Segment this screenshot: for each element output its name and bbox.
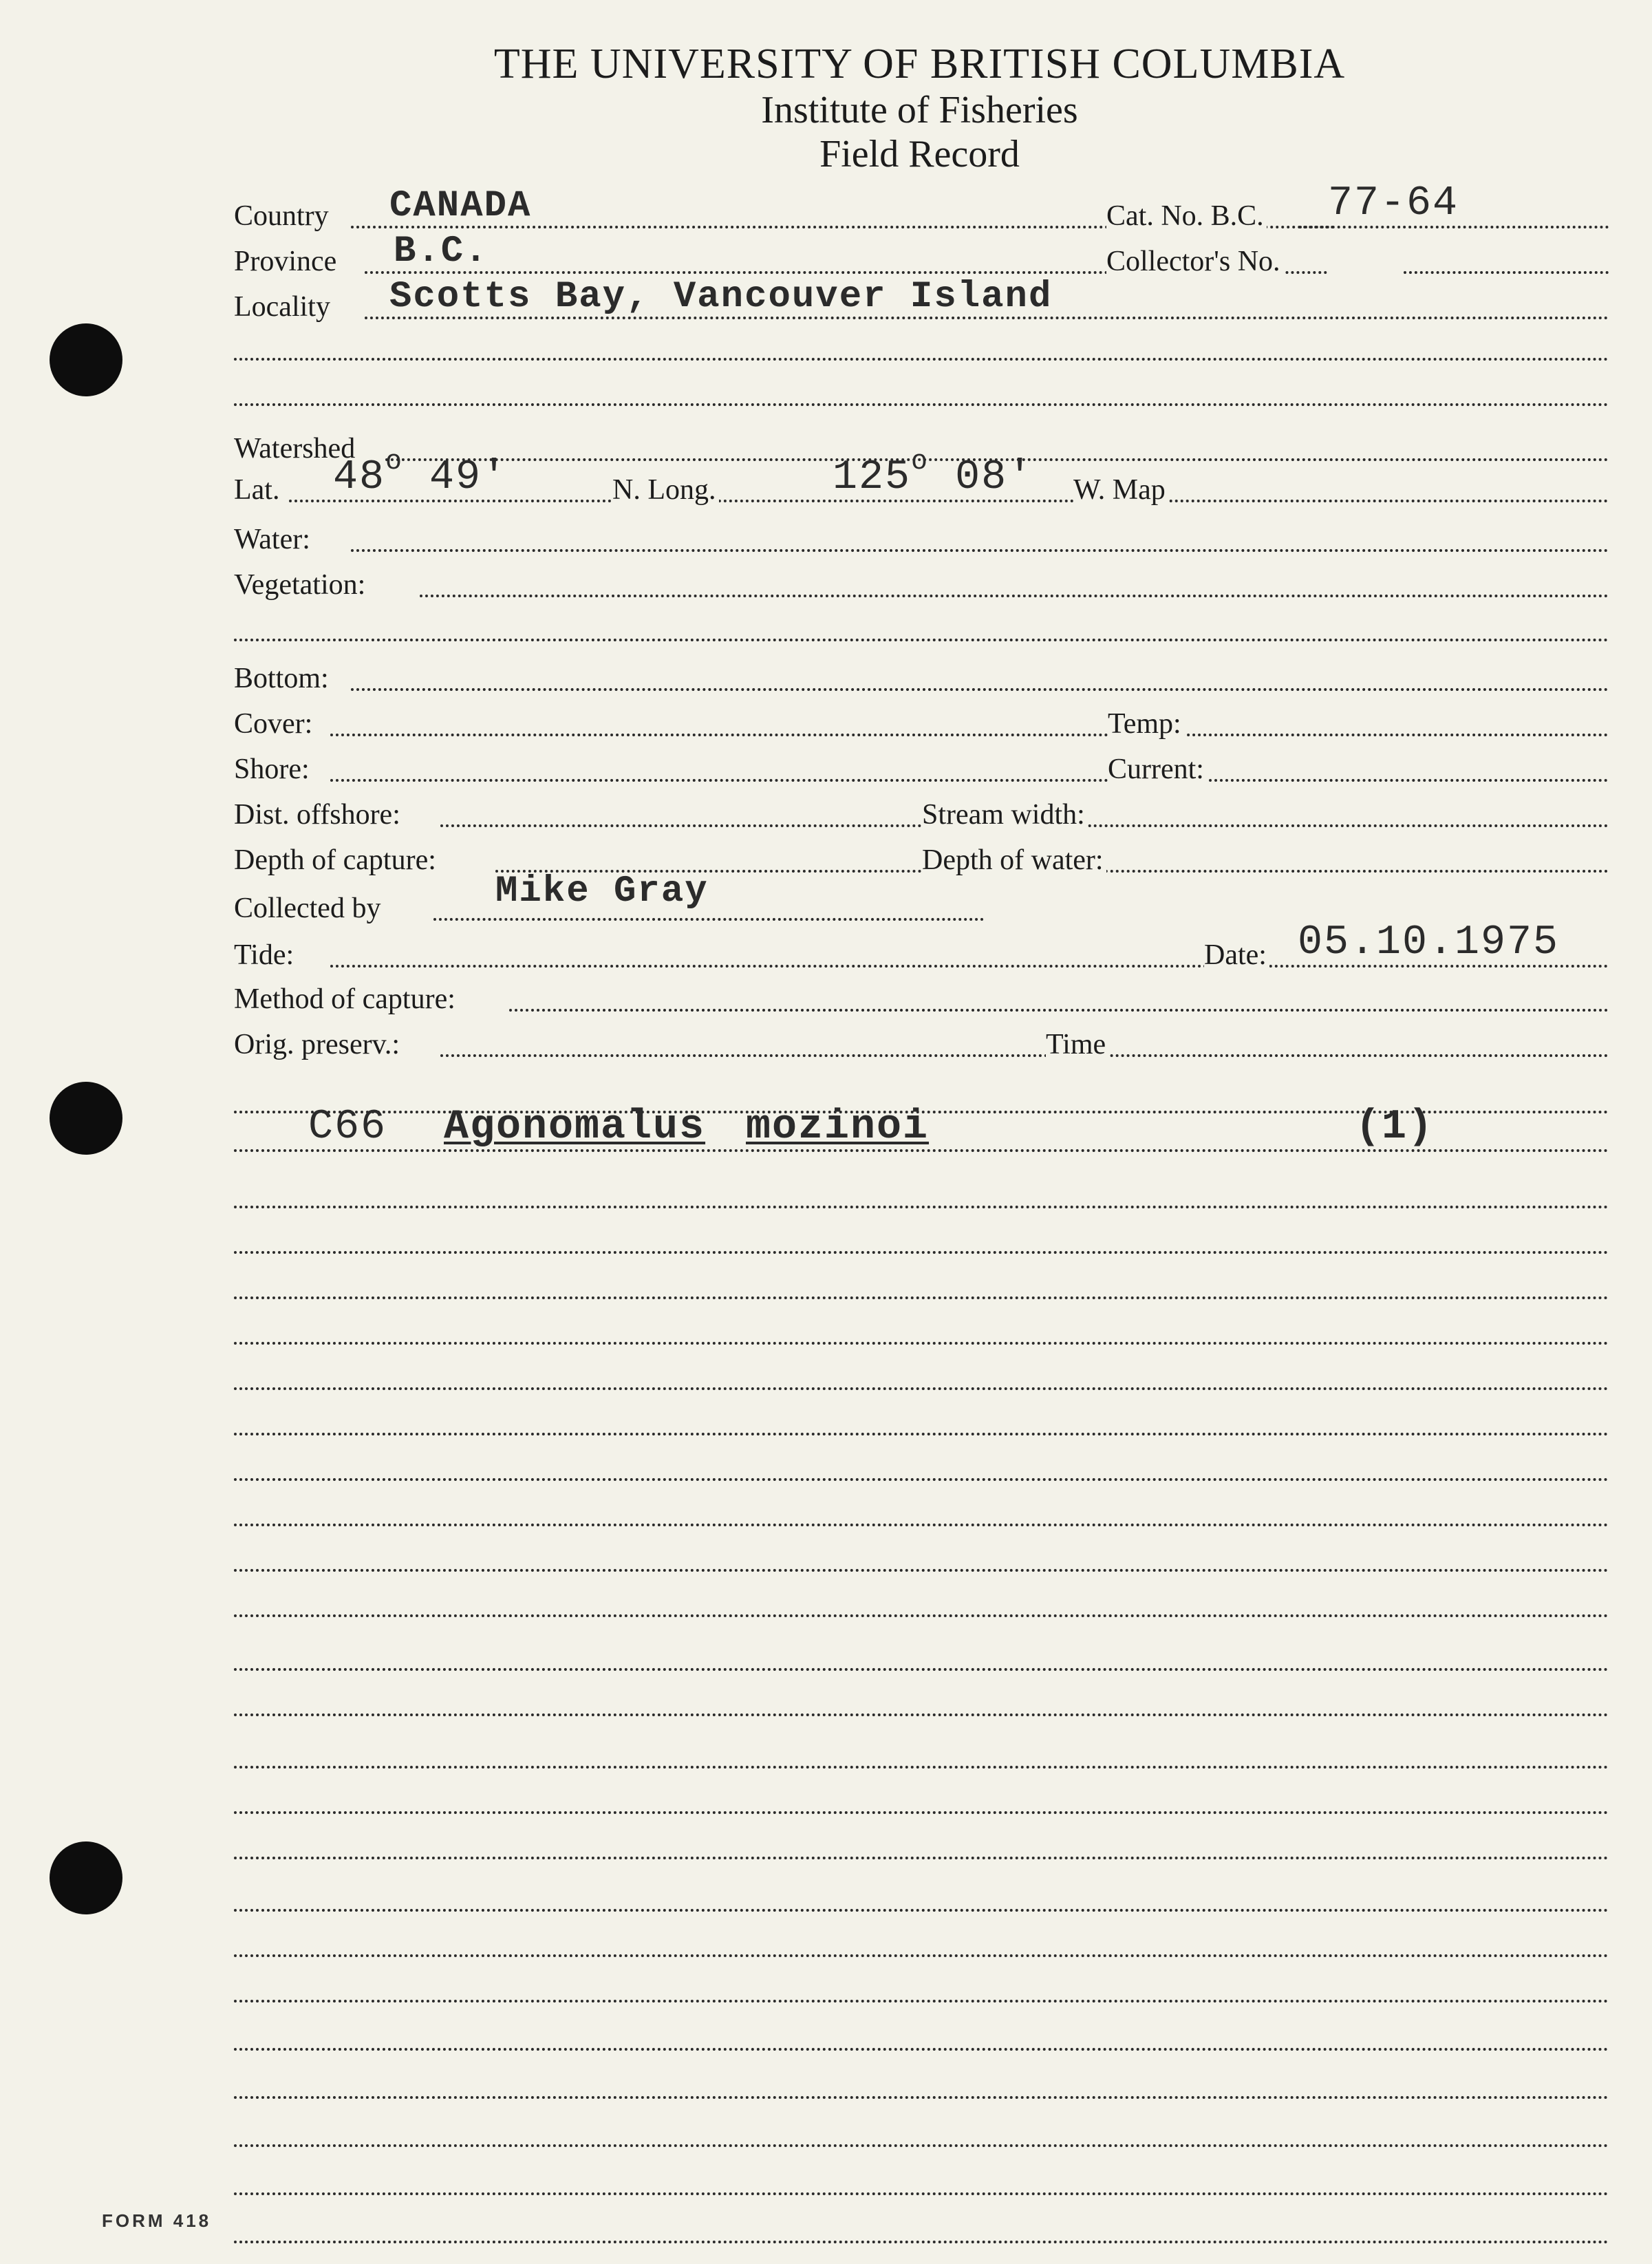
record-line (234, 2192, 1609, 2195)
water-label: Water: (234, 523, 313, 556)
method-of-capture-label: Method of capture: (234, 983, 458, 1016)
vegetation-label: Vegetation: (234, 568, 368, 601)
record-line (234, 1614, 1609, 1617)
record-line (234, 2241, 1609, 2243)
record-line (234, 2000, 1609, 2003)
record-line (234, 1433, 1609, 1435)
lat-label: Lat. (234, 473, 282, 506)
punch-hole-top (50, 323, 122, 396)
locality-value[interactable]: Scotts Bay, Vancouver Island (389, 276, 1053, 318)
record-line (234, 1342, 1609, 1345)
record-line (234, 2096, 1609, 2099)
row-depths (234, 838, 1609, 881)
cat-no-label: Cat. No. B.C. (1106, 200, 1267, 233)
row-shore-current (234, 747, 1609, 790)
locality-continuation-line-1 (234, 358, 1609, 361)
orig-preserv-label: Orig. preserv.: (234, 1028, 403, 1061)
record-line (234, 2048, 1609, 2051)
record-line (234, 1296, 1609, 1299)
record-line (234, 1909, 1609, 1912)
depth-of-capture-label: Depth of capture: (234, 844, 439, 877)
row-dist-stream (234, 793, 1609, 835)
punch-hole-bottom (50, 1841, 122, 1914)
collected-by-label: Collected by (234, 892, 383, 925)
row-specimen (234, 1104, 1609, 1160)
record-line (234, 1206, 1609, 1208)
record-line (234, 1954, 1609, 1957)
record-line (234, 1713, 1609, 1716)
w-map-label: W. Map (1073, 473, 1168, 506)
date-label: Date: (1204, 939, 1269, 972)
specimen-genus[interactable]: Agonomalus (444, 1104, 706, 1151)
bottom-label: Bottom: (234, 662, 332, 695)
institute-title: Institute of Fisheries (761, 89, 1078, 131)
tide-label: Tide: (234, 939, 297, 972)
watershed-label: Watershed (234, 432, 358, 465)
province-label: Province (234, 245, 339, 278)
locality-label: Locality (234, 290, 333, 323)
record-line (234, 1387, 1609, 1390)
record-line (234, 1524, 1609, 1526)
collectors-no-label: Collector's No. (1106, 245, 1283, 278)
time-label: Time (1046, 1028, 1108, 1061)
record-line (234, 1857, 1609, 1859)
shore-label: Shore: (234, 753, 312, 786)
n-long-label: N. Long. (612, 473, 719, 506)
row-vegetation (234, 563, 1609, 606)
date-value[interactable]: 05.10.1975 (1298, 919, 1560, 966)
specimen-species[interactable]: mozinoi (746, 1104, 930, 1151)
record-line (234, 1478, 1609, 1481)
depth-of-water-label: Depth of water: (922, 844, 1106, 877)
form-title: Field Record (819, 133, 1020, 175)
specimen-code[interactable]: C66 (308, 1104, 387, 1151)
record-line (234, 1668, 1609, 1671)
long-value[interactable]: 125$^o$ 08' (833, 447, 1034, 501)
specimen-count[interactable]: (1) (1355, 1104, 1435, 1151)
record-line (234, 1766, 1609, 1769)
row-tide-date (234, 919, 1609, 976)
country-value[interactable]: CANADA (389, 185, 532, 227)
record-line (234, 1811, 1609, 1814)
record-line (234, 1251, 1609, 1254)
row-method (234, 977, 1609, 1020)
form-number: FORM 418 (102, 2210, 212, 2231)
cat-no-value[interactable]: 77-64 (1328, 180, 1459, 227)
university-title: THE UNIVERSITY OF BRITISH COLUMBIA (493, 41, 1346, 87)
dist-offshore-label: Dist. offshore: (234, 798, 403, 831)
cover-label: Cover: (234, 707, 315, 740)
row-cover-temp (234, 702, 1609, 745)
row-locality (234, 276, 1609, 328)
punch-hole-middle (50, 1082, 122, 1155)
country-label: Country (234, 200, 332, 233)
collected-by-value[interactable]: Mike Gray (495, 871, 709, 912)
locality-continuation-line-2 (234, 403, 1609, 406)
vegetation-continuation-line (234, 639, 1609, 641)
stream-width-label: Stream width: (922, 798, 1088, 831)
current-label: Current: (1108, 753, 1207, 786)
row-preserv-time (234, 1023, 1609, 1065)
lat-value[interactable]: 48$^o$ 49' (333, 447, 508, 501)
row-water (234, 517, 1609, 560)
province-value[interactable]: B.C. (394, 231, 489, 273)
record-line (234, 2144, 1609, 2147)
record-line (234, 1569, 1609, 1572)
row-bottom (234, 656, 1609, 699)
temp-label: Temp: (1108, 707, 1184, 740)
